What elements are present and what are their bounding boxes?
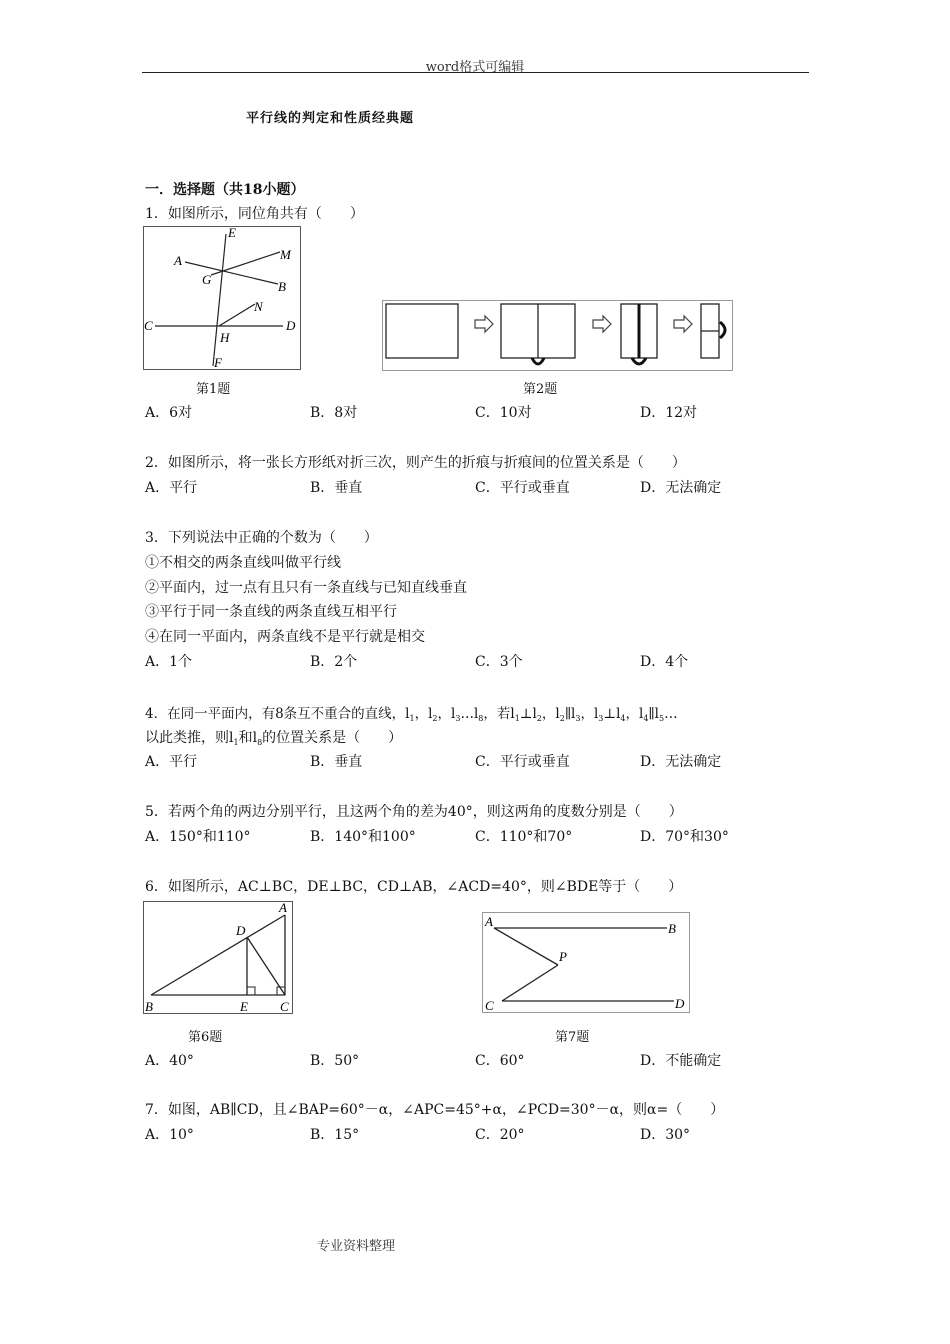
option-c: C．20° — [475, 1127, 525, 1143]
option-a: A．40° — [145, 1053, 194, 1069]
label-B: B — [145, 999, 153, 1014]
option-d: D．无法确定 — [640, 480, 722, 496]
figure-q2 — [382, 300, 734, 372]
option-b: B．50° — [310, 1053, 360, 1069]
fold-curl-icon — [720, 322, 725, 338]
figure-q1-caption: 第1题 — [196, 382, 231, 397]
figure-q6-frame — [144, 902, 293, 1014]
document-title: 平行线的判定和性质经典题 — [246, 111, 415, 126]
option-d: D．4个 — [640, 654, 689, 670]
question-2-stem: 2．如图所示，将一张长方形纸对折三次，则产生的折痕与折痕间的位置关系是（ ） — [145, 455, 686, 471]
label-F: F — [214, 355, 222, 370]
label-N: N — [254, 299, 263, 314]
figure-q7 — [482, 912, 690, 1014]
option-b: B．2个 — [310, 654, 358, 670]
option-c: C．60° — [475, 1053, 525, 1069]
arrow-right-icon — [475, 316, 493, 332]
page-header: word格式可编辑 — [425, 60, 525, 75]
question-3-statement: ④在同一平面内，两条直线不是平行就是相交 — [145, 629, 425, 645]
label-D: D — [675, 996, 685, 1011]
right-angle-marker-e — [247, 987, 255, 995]
question-2-options — [145, 477, 825, 497]
label-D: D — [236, 923, 246, 938]
section-heading: 一．选择题（共18小题） — [145, 182, 305, 198]
ray-hn — [219, 304, 255, 326]
question-3-statement: ②平面内，过一点有且只有一条直线与已知直线垂直 — [145, 580, 467, 596]
question-4-stem: 4．在同一平面内，有8条互不重合的直线，$l_1$，$l_2$，$l_3\dots l_8$，若$l_1\perp l_2$，$l_2\parallel l_3$，$l_3\perp l_4$，$l_4\parallel l_5\dots$ — [145, 706, 678, 723]
figure-q6 — [143, 901, 293, 1015]
question-5-stem: 5．若两个角的两边分别平行，且这两个角的差为40°，则这两角的度数分别是（ ） — [145, 804, 683, 820]
label-A: A — [174, 253, 182, 268]
option-b: B．15° — [310, 1127, 360, 1143]
question-4-options — [145, 751, 825, 771]
question-3-options — [145, 651, 825, 671]
fold-curl-icon — [632, 358, 646, 364]
question-3-stem: 3．下列说法中正确的个数为（ ） — [145, 530, 378, 546]
option-d: D．30° — [640, 1127, 691, 1143]
option-a: A．平行 — [145, 480, 198, 496]
option-c: C．10对 — [475, 405, 532, 421]
question-7-stem: 7．如图，AB∥CD，且∠BAP=60°－α，∠APC=45°+α，∠PCD=30°－α，则α=（ ） — [145, 1102, 725, 1118]
option-c: C．平行或垂直 — [475, 480, 570, 496]
segment-ap — [494, 928, 558, 965]
figure-q2-frame — [383, 301, 733, 371]
label-E: E — [228, 226, 236, 240]
label-M: M — [280, 247, 291, 262]
figure-q7-caption: 第7题 — [555, 1030, 590, 1045]
label-B: B — [278, 279, 286, 294]
label-C: C — [280, 999, 289, 1014]
question-3-statement: ③平行于同一条直线的两条直线互相平行 — [145, 604, 397, 620]
segment-ab — [151, 915, 285, 995]
header-divider — [142, 72, 809, 73]
question-7-options — [145, 1124, 825, 1144]
option-c: C．110°和70° — [475, 829, 573, 845]
arrow-right-icon — [674, 316, 692, 332]
label-C: C — [485, 998, 494, 1013]
question-6-options — [145, 1050, 825, 1070]
option-b: B．垂直 — [310, 480, 363, 496]
label-B: B — [668, 921, 676, 936]
option-a: A．1个 — [145, 654, 193, 670]
option-d: D．不能确定 — [640, 1053, 722, 1069]
option-b: B．8对 — [310, 405, 358, 421]
option-b: B．垂直 — [310, 754, 363, 770]
label-P: P — [559, 949, 567, 964]
question-1-options — [145, 402, 825, 422]
option-c: C．平行或垂直 — [475, 754, 570, 770]
question-6-stem: 6．如图所示，AC⊥BC，DE⊥BC，CD⊥AB，∠ACD=40°，则∠BDE等于（ ） — [145, 879, 683, 895]
question-5-options — [145, 826, 825, 846]
label-H: H — [220, 330, 230, 345]
option-d: D．70°和30° — [640, 829, 729, 845]
segment-cd — [247, 937, 285, 995]
option-a: A．6对 — [145, 405, 193, 421]
label-A: A — [485, 914, 493, 929]
label-D: D — [286, 318, 296, 333]
option-c: C．3个 — [475, 654, 523, 670]
label-G: G — [202, 272, 212, 287]
option-a: A．平行 — [145, 754, 198, 770]
figure-q1 — [143, 226, 301, 371]
question-4-stem-line2: 以此类推，则$l_1$和$l_8$的位置关系是（ ） — [145, 730, 403, 747]
option-b: B．140°和100° — [310, 829, 416, 845]
line-ab — [185, 262, 278, 284]
segment-pc — [502, 965, 558, 1001]
label-E: E — [240, 999, 248, 1014]
question-3-statement: ①不相交的两条直线叫做平行线 — [145, 555, 341, 571]
arrow-right-icon — [593, 316, 611, 332]
option-a: A．10° — [145, 1127, 194, 1143]
page-footer: 专业资料整理 — [317, 1239, 396, 1254]
fold-curl-icon — [532, 358, 544, 364]
ray-gm — [211, 252, 280, 275]
option-d: D．无法确定 — [640, 754, 722, 770]
label-A: A — [279, 901, 287, 915]
figure-q6-caption: 第6题 — [188, 1030, 223, 1045]
paper-unfolded — [386, 304, 458, 358]
label-C: C — [144, 318, 153, 333]
option-d: D．12对 — [640, 405, 698, 421]
question-1-stem: 1．如图所示，同位角共有（ ） — [145, 206, 364, 222]
option-a: A．150°和110° — [145, 829, 251, 845]
line-ef — [213, 234, 226, 366]
figure-q1-frame — [144, 227, 301, 370]
figure-q2-caption: 第2题 — [523, 382, 558, 397]
